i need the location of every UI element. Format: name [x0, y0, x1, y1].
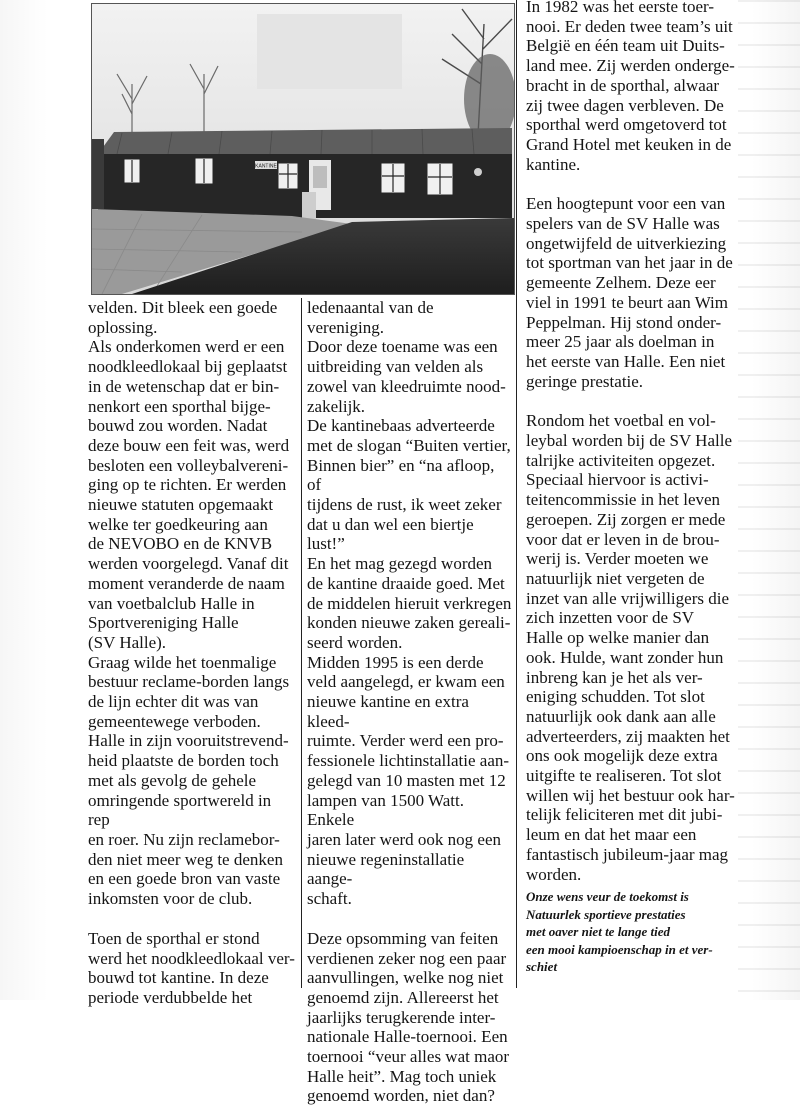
door-glass: [313, 166, 327, 188]
clubhouse-photo: [91, 3, 515, 295]
paragraph: Een hoogtepunt voor een van spelers van de SV Halle was ongetwijfeld de uitverkiezing tot sportman van het jaar in de gemeente Zelhem. Deze eer viel in 1991 te beurt aan Wim Peppelman. Hij stond onder- meer 25 jaar als doelman in het eerste van Halle. Een niet geringe prestatie.: [526, 194, 733, 391]
wall-lamp: [474, 168, 482, 176]
kantine-sign-text: KANTINE: [255, 163, 277, 170]
clubhouse-photo-drawing: [92, 4, 514, 294]
paragraph: In 1982 was het eerste toer- nooi. Er deden twee team’s uit België en één team uit Duits- land mee. Zij werden ondergе- bracht in de sporthal, alwaar zij twee dagen verbleven. De sporthal werd omgetoverd tot Grand Hotel met keuken in de kantine.: [526, 0, 735, 174]
closing-motto: Onze wens veur de toekomst is Natuurlek sportieve prestaties met oaver niet te lange tied een mooi kampioenschap in et ver- schiet: [526, 889, 713, 975]
roof: [98, 128, 512, 154]
text-column-2: [307, 298, 512, 1106]
paragraph: Rondom het voetbal en vol- leybal worden bij de SV Halle talrijke activiteiten opgezet. Speciaal hiervoor is activi- teitencommissie in het leven geroepen. Zij zorgen er mede voor dat er leven in de brou- werij is. Verder moeten we natuurlijk niet vergeten de inzet van alle vrijwilligers die zich inzetten voor de SV Halle op welke manier dan ook. Hulde, want zonder hun inbreng kan je het als ver- eniging schudden. Tot slot natuurlijk ook dank aan alle adverteerders, zij maakten het ons ook mogelijk deze extra uitgifte te realiseren. Tot slot willen wij het bestuur ook har- telijk feliciteren met dit jubi- leum en dat het maar een fantastisch jubileum-jaar mag worden.: [526, 411, 735, 884]
paragraph: ledenaantal van de vereniging. Door deze toename was een uitbreiding van velden als zowel van kleedruimte nood- zakelijk. De kantinebaas adverteerde met de slogan “Buiten vertier, Binnen bier” en “na afloop, of tijdens de rust, ik weet zeker dat u dan wel een biertje lust!” En het mag gezegd worden de kantine draaide goed. Met de middelen hieruit verkregen konden nieuwe zaken gereali- seerd worden. Midden 1995 is een derde veld aangelegd, er kwam een nieuwe kantine en extra kleed- ruimte. Verder werd een pro- fessionele lichtinstallatie aan- gelegd van 10 masten met 12 lampen van 1500 Watt. Enkele jaren later werd ook nog een nieuwe regeninstallatie aange- schaft.: [307, 298, 512, 909]
text-column-1: [88, 298, 295, 1008]
text-column-3: [526, 0, 736, 976]
paragraph: Deze opsomming van feiten verdienen zeker nog een paar aanvullingen, welke nog niet genoemd zijn. Allereerst het jaarlijks terugkerende inter- nationale Halle-toernooi. Een toernooi “veur alles wat maor Halle heit”. Mag toch uniek genoemd worden, niet dan?: [307, 928, 510, 1106]
person-silhouette: [92, 139, 104, 209]
paragraph: Toen de sporthal er stond werd het noodkleedlokaal ver- bouwd tot kantine. In deze periode verdubbelde het: [88, 928, 295, 1007]
background-billboard: [257, 14, 402, 89]
column-divider: [301, 298, 302, 988]
waste-bin: [302, 192, 316, 222]
show-through-shadow: [738, 0, 800, 1000]
paragraph: velden. Dit bleek een goede oplossing. Als onderkomen werd er een noodkleedlokaal bij geplaatst in de wetenschap dat er bin- nenkort een sporthal bijge- bouwd zou worden. Nadat deze bouw een feit was, werd besloten een volleybalvereni- ging op te richten. Er werden nieuwe statuten opgemaakt welke ter goedkeuring aan de NEVOBO en de KNVB werden voorgelegd. Vanaf dit moment veranderde de naam van voetbalclub Halle in Sportvereniging Halle (SV Halle). Graag wilde het toenmalige bestuur reclame-borden langs de lijn echter dit was van gemeentewege verboden. Halle in zijn vooruitstrevend- heid plaatste de borden toch met als gevolg de gehele omringende sportwereld in rep en roer. Nu zijn reclamebor- den niet meer weg te denken en een goede bron van vaste inkomsten voor de club.: [88, 298, 290, 909]
column-divider: [516, 0, 517, 988]
